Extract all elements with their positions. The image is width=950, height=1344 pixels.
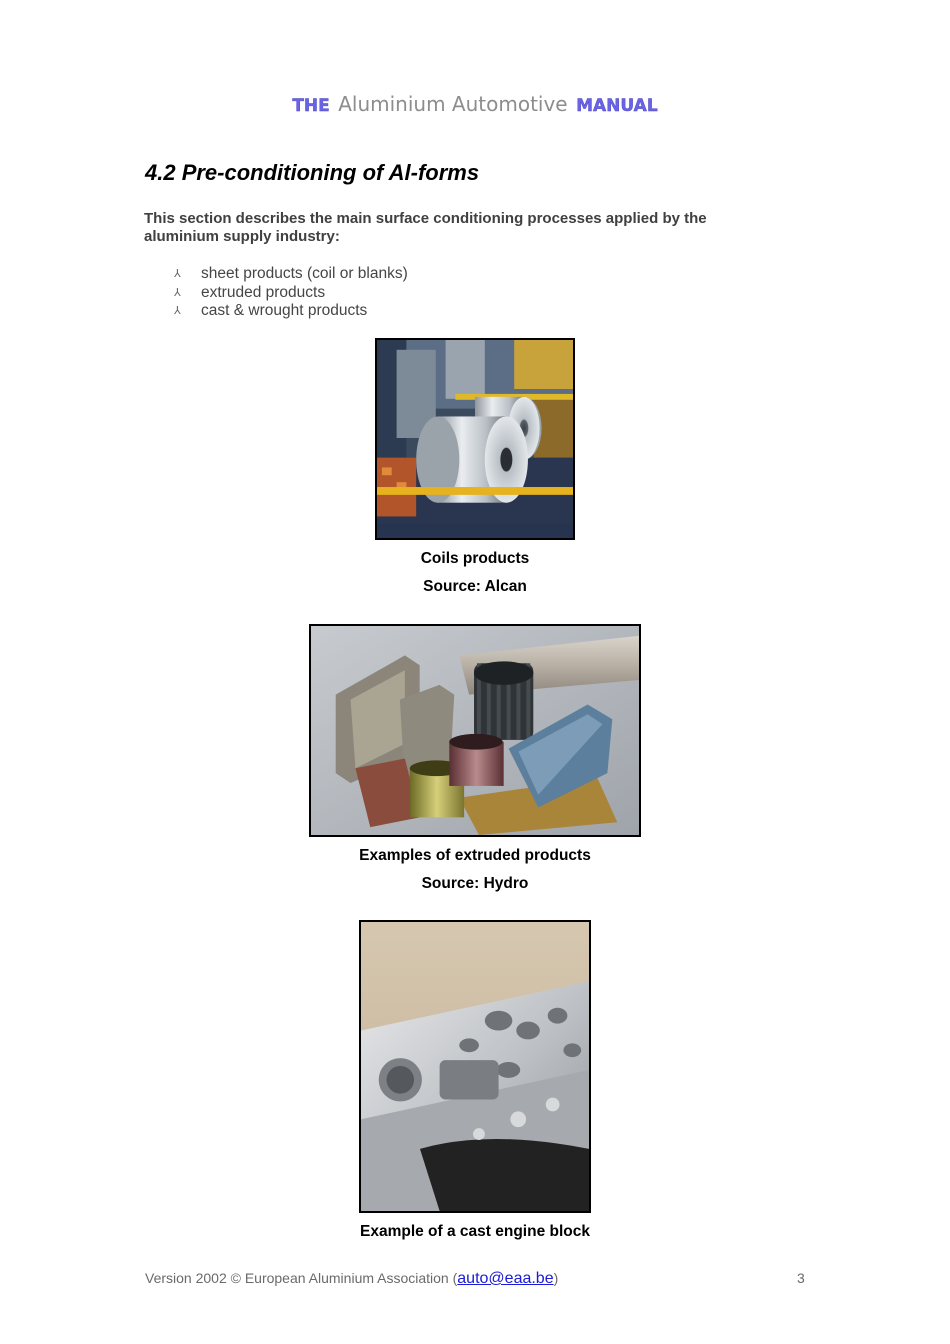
- figure-caption: Coils products: [420, 550, 530, 567]
- list-item: [174, 284, 408, 303]
- header-the: THE: [292, 96, 330, 116]
- list-item-text: sheet products (coil or blanks): [201, 265, 408, 282]
- bullet-icon: ⅄: [174, 286, 181, 299]
- figure-source: Source: Hydro: [421, 875, 529, 892]
- running-header: [0, 92, 950, 116]
- page-number: 3: [797, 1270, 805, 1286]
- figure-caption: Examples of extruded products: [359, 847, 591, 864]
- figure-caption: Example of a cast engine block: [360, 1223, 590, 1240]
- list-item-text: extruded products: [201, 283, 326, 301]
- contact-email-link[interactable]: auto@eaa.be: [457, 1270, 554, 1287]
- intro-paragraph: This section describes the main surface conditioning processes applied by the aluminium supply industry:: [144, 210, 707, 245]
- coils-photo: [375, 338, 575, 540]
- header-manual: MANUAL: [576, 96, 658, 116]
- extrusions-photo: [309, 624, 641, 837]
- list-item: [174, 302, 408, 321]
- bullet-icon: ⅄: [174, 268, 181, 280]
- footer-copyright: Version 2002 © European Aluminium Association (: [145, 1270, 458, 1286]
- header-title: Aluminium Automotive: [338, 92, 568, 116]
- product-list: [174, 265, 408, 321]
- page-footer: [145, 1270, 558, 1288]
- bullet-icon: ⅄: [174, 305, 181, 317]
- footer-suffix: ): [553, 1270, 559, 1286]
- section-title: 4.2 Pre-conditioning of Al-forms: [145, 160, 480, 185]
- list-item-text: cast & wrought products: [201, 302, 368, 319]
- engine-block-photo: [359, 920, 591, 1213]
- list-item: [174, 265, 408, 284]
- figure-source: Source: Alcan: [423, 578, 527, 595]
